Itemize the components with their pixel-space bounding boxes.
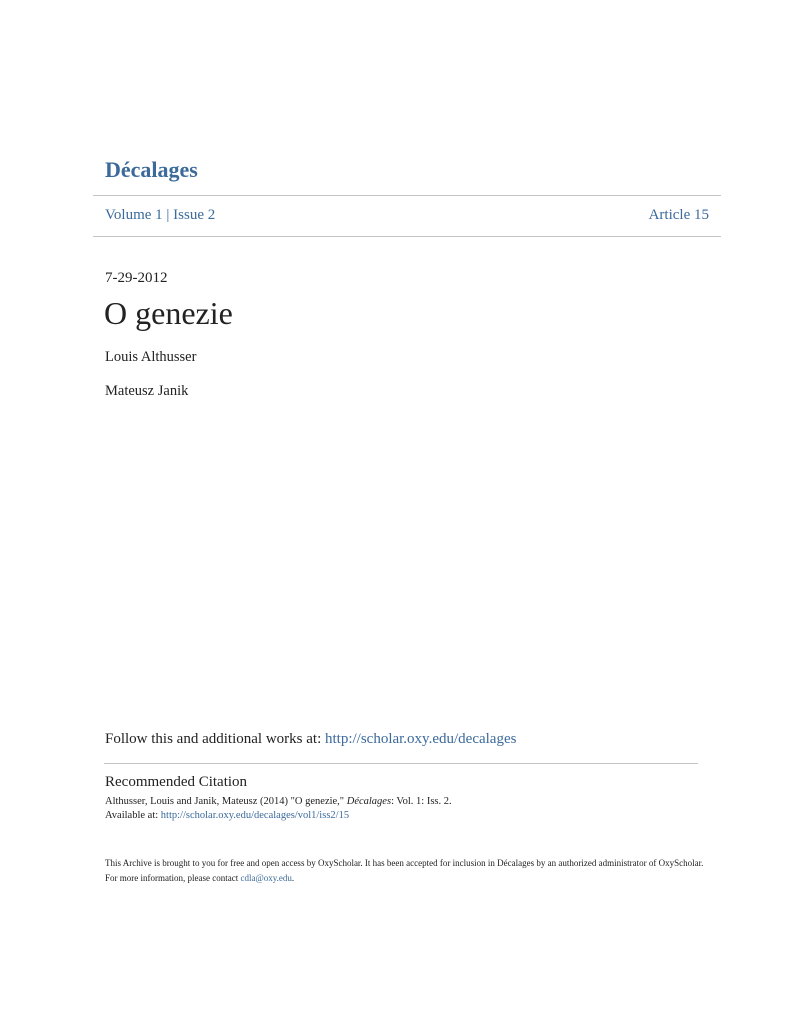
follow-text: Follow this and additional works at: — [105, 731, 325, 747]
citation-divider — [104, 763, 698, 764]
header-top-divider — [93, 195, 721, 196]
citation-availability — [105, 810, 349, 821]
article-number-link[interactable]: Article 15 — [648, 207, 709, 223]
recommended-citation-heading: Recommended Citation — [105, 774, 248, 790]
citation-volume: : Vol. 1: Iss. 2. — [391, 796, 452, 807]
volume-link[interactable]: Volume 1 — [105, 207, 163, 223]
archive-notice-text: This Archive is brought to you for free and open access by OxyScholar. It has been accepted for inclusion in Décalages by an authorized administrator of OxyScholar. For more information, please contact — [105, 858, 704, 883]
contact-email-link[interactable]: cdla@oxy.edu — [240, 873, 292, 883]
archive-notice — [105, 856, 705, 886]
available-label: Available at: — [105, 810, 161, 821]
article-title: O genezie — [104, 295, 233, 331]
header-bottom-divider — [93, 236, 721, 237]
publication-date: 7-29-2012 — [105, 270, 168, 286]
citation-text — [105, 796, 452, 807]
citation-journal: Décalages — [346, 796, 392, 807]
citation-authors: Althusser, Louis and Janik, Mateusz (2014) "O genezie," — [105, 796, 347, 807]
journal-title[interactable]: Décalages — [105, 157, 198, 182]
volume-issue-separator: | — [166, 207, 170, 223]
archive-notice-end: . — [291, 873, 295, 883]
issue-link[interactable]: Issue 2 — [173, 207, 216, 223]
author-name: Mateusz Janik — [105, 383, 189, 399]
follow-works-line — [105, 731, 516, 748]
author-name: Louis Althusser — [105, 349, 197, 365]
volume-issue-nav — [105, 207, 215, 224]
article-url-link[interactable]: http://scholar.oxy.edu/decalages/vol1/iss2/15 — [160, 810, 350, 821]
collection-link[interactable]: http://scholar.oxy.edu/decalages — [324, 731, 517, 747]
